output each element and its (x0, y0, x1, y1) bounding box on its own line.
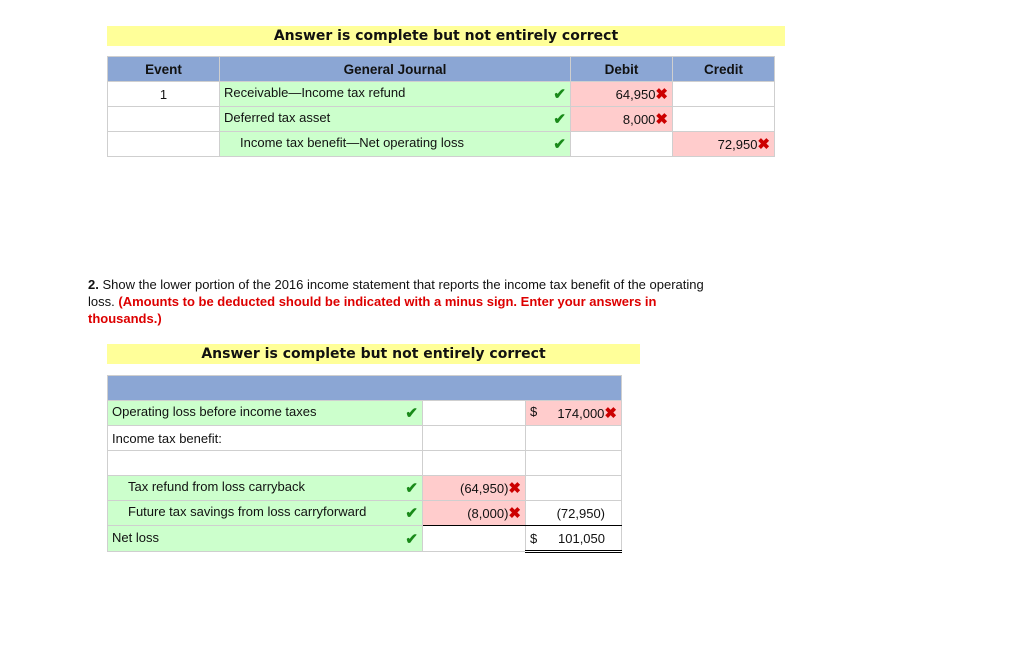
account-text: Receivable—Income tax refund (224, 85, 406, 100)
amount1-cell[interactable] (423, 476, 526, 501)
amount-value: 101,050 (558, 530, 605, 546)
amount1-cell[interactable] (423, 401, 526, 426)
table-row (108, 476, 622, 501)
question-2 (88, 276, 728, 327)
label-cell[interactable] (108, 501, 423, 526)
question-text: Show the lower portion of the 2016 income statement that reports the income tax benefit of the operating loss. (88, 277, 704, 309)
cross-icon: ✖ (508, 480, 521, 497)
debit-value: 64,950 (615, 87, 656, 102)
account-cell[interactable] (220, 107, 571, 132)
debit-cell[interactable] (571, 107, 673, 132)
header-general-journal: General Journal (220, 57, 571, 82)
table-row (108, 526, 622, 552)
label-cell[interactable] (108, 476, 423, 501)
result-banner-1: Answer is complete but not entirely correct (107, 26, 785, 46)
credit-cell[interactable] (673, 107, 775, 132)
dollar-sign: $ (530, 530, 538, 546)
label-text: Operating loss before income taxes (112, 404, 317, 419)
amount2-cell[interactable] (526, 476, 622, 501)
check-icon: ✔ (553, 111, 566, 128)
table-row (108, 82, 775, 107)
check-icon: ✔ (553, 86, 566, 103)
header-event: Event (108, 57, 220, 82)
check-icon: ✔ (553, 136, 566, 153)
question-number: 2. (88, 277, 99, 292)
event-cell (108, 132, 220, 157)
label-text: Future tax savings from loss carryforward (128, 504, 367, 519)
cross-icon: ✖ (508, 505, 521, 522)
table-header (108, 376, 622, 401)
amount-value: 174,000 (557, 406, 605, 421)
account-text: Income tax benefit—Net operating loss (240, 135, 465, 150)
table-row (108, 107, 775, 132)
amount1-cell[interactable] (423, 526, 526, 552)
label-cell[interactable]: Income tax benefit: (108, 426, 423, 451)
check-icon: ✔ (405, 530, 418, 548)
check-icon: ✔ (405, 480, 418, 497)
cross-icon: ✖ (655, 86, 668, 103)
event-cell (108, 107, 220, 132)
amount-value: (8,000) (467, 506, 509, 521)
label-cell[interactable] (108, 526, 423, 552)
result-banner-2: Answer is complete but not entirely correct (107, 344, 640, 364)
label-text: Net loss (112, 529, 159, 545)
account-text: Deferred tax asset (224, 110, 331, 125)
amount1-cell[interactable] (423, 426, 526, 451)
amount2-cell[interactable] (526, 451, 622, 476)
credit-cell[interactable] (673, 132, 775, 157)
amount-value: (64,950) (460, 481, 509, 496)
label-cell[interactable] (108, 451, 423, 476)
check-icon: ✔ (405, 505, 418, 522)
cross-icon: ✖ (655, 111, 668, 128)
amount2-cell[interactable] (526, 526, 622, 552)
amount1-cell[interactable] (423, 451, 526, 476)
amount2-cell[interactable] (526, 426, 622, 451)
question-instruction: (Amounts to be deducted should be indicated with a minus sign. Enter your answers in thousands.) (88, 294, 657, 326)
table-row (108, 426, 622, 451)
table-row (108, 501, 622, 526)
credit-cell[interactable] (673, 82, 775, 107)
cross-icon: ✖ (757, 136, 770, 153)
account-cell[interactable] (220, 132, 571, 157)
debit-cell[interactable] (571, 132, 673, 157)
cross-icon: ✖ (604, 405, 617, 422)
credit-value: 72,950 (717, 137, 758, 152)
label-cell[interactable] (108, 401, 423, 426)
income-statement-table (107, 375, 622, 553)
debit-value: 8,000 (622, 112, 656, 127)
event-cell: 1 (108, 82, 220, 107)
table-row (108, 132, 775, 157)
amount1-cell[interactable] (423, 501, 526, 526)
label-text: Tax refund from loss carryback (128, 479, 306, 494)
account-cell[interactable] (220, 82, 571, 107)
header-debit: Debit (571, 57, 673, 82)
check-icon: ✔ (405, 405, 418, 422)
table-row (108, 451, 622, 476)
journal-table (107, 56, 775, 157)
amount2-cell[interactable]: (72,950) (526, 501, 622, 526)
dollar-sign: $ (530, 404, 538, 419)
amount2-cell[interactable] (526, 401, 622, 426)
table-row (108, 401, 622, 426)
header-credit: Credit (673, 57, 775, 82)
debit-cell[interactable] (571, 82, 673, 107)
